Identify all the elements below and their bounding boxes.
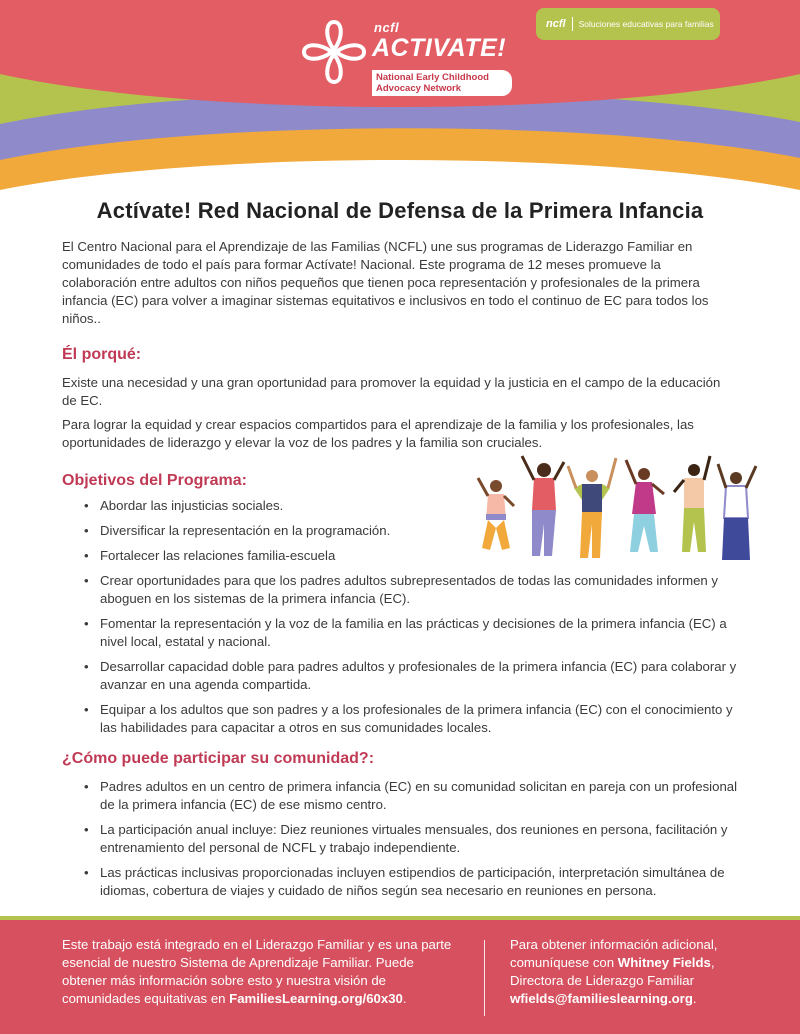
contact-name: Whitney Fields — [617, 955, 711, 970]
list-item: • Abordar las injusticias sociales. — [84, 497, 484, 515]
list-item: • Equipar a los adultos que son padres y a los profesionales de la primera infancia (EC) con el conocimiento y las habilidades para capacitar a otros en sus comunidades locales. — [84, 701, 744, 737]
why-paragraph-1: Existe una necesidad y una gran oportunidad para promover la equidad y la justicia en el campo de la educación de EC. — [62, 375, 721, 408]
participate-list — [84, 778, 744, 907]
person-figure — [718, 464, 756, 560]
footer-right-period: . — [692, 991, 697, 1006]
footer-comma: , — [710, 955, 715, 970]
list-item: • Fomentar la representación y la voz de la familia en las prácticas y decisiones de la primera infancia (EC) a nivel local, estatal y nacional. — [84, 615, 744, 651]
list-item: • Las prácticas inclusivas proporcionadas incluyen estipendios de participación, interpretación simultánea de idiomas, cobertura de viajes y cuidado de niños según sea necesario en reuniones en persona. — [84, 864, 744, 900]
objectives-list-short — [84, 497, 484, 572]
person-figure — [626, 460, 664, 552]
logo-brand: ncfl — [374, 20, 400, 35]
logo-tagline-line2: Advocacy Network — [376, 83, 462, 94]
list-item: • Crear oportunidades para que los padres adultos subrepresentados de todas las comunidades informen y aboguen en los sistemas de la primera infancia (EC). — [84, 572, 744, 608]
why-heading: Él porqué: — [62, 346, 142, 363]
logo-tagline-line1: National Early Childhood — [376, 72, 489, 83]
footer — [0, 920, 800, 1034]
footer-divider — [484, 940, 485, 1016]
participate-heading: ¿Cómo puede participar su comunidad?: — [62, 750, 375, 767]
footer-left-text — [62, 936, 462, 1008]
flower-icon — [298, 16, 370, 88]
activate-logo — [298, 16, 518, 104]
list-item: • Padres adultos en un centro de primera infancia (EC) en su comunidad solicitan en pareja con un profesional de la primera infancia (EC) de ese mismo centro. — [84, 778, 744, 814]
footer-contact-intro: Para obtener información adicional, comuníquese con — [510, 937, 718, 970]
celebrating-people-illustration — [474, 448, 764, 568]
footer-right-text — [510, 936, 770, 1008]
footer-left-period: . — [402, 991, 407, 1006]
person-figure — [522, 456, 564, 556]
list-item: • La participación anual incluye: Diez reuniones virtuales mensuales, dos reuniones en persona, facilitación y entrenamiento del personal de NCFL y trabajo independiente. — [84, 821, 744, 857]
page-title: Actívate! Red Nacional de Defensa de la Primera Infancia — [96, 198, 704, 223]
contact-role: Directora de Liderazgo Familiar — [510, 973, 694, 988]
person-figure — [568, 458, 616, 558]
badge-brand: ncfl — [546, 17, 573, 31]
list-item: • Fortalecer las relaciones familia-escuela — [84, 547, 484, 565]
contact-email-link[interactable]: wfields@familieslearning.org — [510, 991, 693, 1006]
header-banner — [0, 0, 800, 200]
logo-title: ACTIVATE! — [372, 34, 507, 62]
intro-paragraph: El Centro Nacional para el Aprendizaje de las Familias (NCFL) une sus programas de Liderazgo Familiar en comunidades de todo el país para formar Actívate! Nacional. Este programa de 12 meses promueve la colaboración entre adultos con niños pequeños que tienen poca representación y profesionales de la primera infancia (EC) para volver a imaginar sistemas equitativos e inclusivos en todo el continuo de EC para todos los niños.. — [62, 239, 709, 326]
objectives-heading: Objetivos del Programa: — [62, 472, 247, 489]
ncfl-badge — [536, 8, 720, 40]
list-item: • Diversificar la representación en la programación. — [84, 522, 484, 540]
why-paragraph-2: Para lograr la equidad y crear espacios compartidos para el aprendizaje de la familia y los profesionales, las oportunidades de liderazgo y elevar la voz de los padres y la familia son cruciales. — [62, 417, 694, 450]
families-learning-link[interactable]: FamiliesLearning.org/60x30 — [229, 991, 403, 1006]
logo-tagline — [372, 70, 512, 96]
objectives-list-long — [84, 572, 744, 744]
person-figure — [478, 478, 514, 550]
person-figure — [674, 456, 710, 552]
list-item: • Desarrollar capacidad doble para padres adultos y profesionales de la primera infancia (EC) para colaborar y avanzar en una agenda compartida. — [84, 658, 744, 694]
footer-left-body: Este trabajo está integrado en el Liderazgo Familiar y es una parte esencial de nuestro Sistema de Aprendizaje Familiar. Puede obtener más información sobre esto y nuestra visión de comunidades equitativas en — [62, 937, 452, 1006]
badge-text: Soluciones educativas para familias — [578, 19, 714, 29]
